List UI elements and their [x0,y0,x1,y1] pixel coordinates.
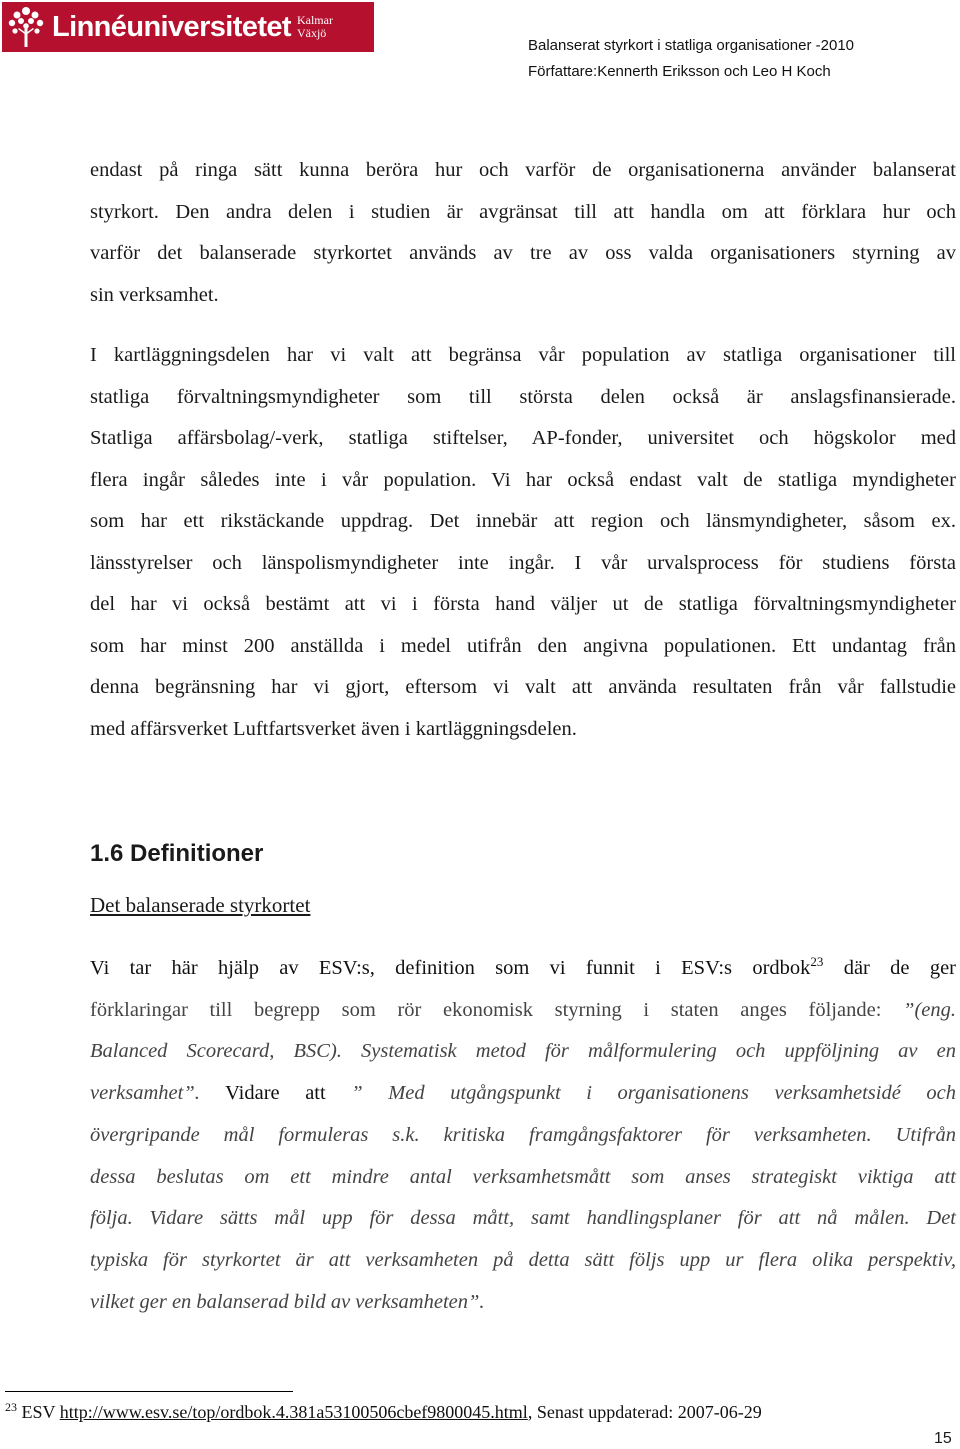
text-line: del har vi också bestämt att vi i första hand väljer ut de statliga förvaltningsmyndigheter [90,593,956,615]
document-authors: Författare:Kennerth Eriksson och Leo H Koch [528,63,831,80]
quote-line: Balanced Scorecard, BSC). Systematisk metod för målformulering och uppföljning av en [90,1040,956,1063]
definition-paragraph [90,948,956,1323]
document-title: Balanserat styrkort i statliga organisationer -2010 [528,37,855,54]
text-line: sin verksamhet. [90,283,219,306]
paragraph-population [90,335,956,750]
university-logo [2,2,374,52]
page-number: 15 [934,1430,952,1447]
footnote-number: 23 [5,1400,17,1414]
paragraph-intro-continuation [90,150,956,316]
text-line: som har minst 200 anställda i medel utifrån den angivna populationen. Ett undantag från [90,634,956,657]
text-line: med affärsverket Luftfartsverket även i kartläggningsdelen. [90,717,577,740]
quote-line: typiska för styrkortet är att verksamheten på detta sätt följs upp ur flera olika perspektiv, [90,1248,956,1271]
logo-wordmark: Linnéuniversitetet [52,10,291,43]
footnote-separator [5,1391,293,1392]
logo-city-vaxjo: Växjö [296,26,327,40]
text-line [90,1073,956,1115]
subsection-heading: Det balanserade styrkortet [90,893,311,917]
footnote-source: ESV [17,1402,60,1422]
text-line: varför det balanserade styrkortet används av tre av oss valda organisationers styrning av [90,242,956,264]
logo-city-kalmar: Kalmar [296,13,333,27]
text-line: länsstyrelser och länspolismyndigheter inte ingår. I vår urvalsprocess för studiens första [90,551,956,574]
quote-line: dessa beslutas om ett mindre antal verksamhetsmått som anses strategiskt viktiga att [90,1165,956,1188]
footnote [5,1402,762,1423]
quote-line: vilket ger en balanserad bild av verksamheten”. [90,1290,485,1313]
quote-run: ”(eng. [903,998,956,1021]
text-line: statliga förvaltningsmyndigheter som till största delen också är anslagsfinansierade. [90,385,956,408]
text-line [90,990,956,1032]
quote-run: ” Med utgångspunkt i organisationens verksamhetsidé och [351,1082,956,1105]
text-run: Vidare att [199,1082,352,1105]
text-line: I kartläggningsdelen har vi valt att begränsa vår population av statliga organisationer till [90,344,956,366]
text-line: styrkort. Den andra delen i studien är avgränsat till att handla om att förklara hur och [90,200,956,223]
footnote-ref: 23 [810,954,824,970]
text-line: som har ett rikstäckande uppdrag. Det innebär att region och länsmyndigheter, såsom ex. [90,510,956,532]
text-line: flera ingår således inte i vår population. Vi har också endast valt de statliga myndigheter [90,468,956,491]
footnote-date: , Senast uppdaterad: 2007-06-29 [527,1402,762,1422]
text-line [90,948,956,990]
logo-cities [297,14,333,40]
text-line: endast på ringa sätt kunna beröra hur och varför de organisationerna använder balanserat [90,159,956,181]
text-run: där de ger [823,957,956,979]
text-line: denna begränsning har vi gjort, eftersom vi valt att använda resultaten från vår fallstudie [90,676,956,698]
running-header [528,33,948,85]
text-run: förklaringar till begrepp som rör ekonomisk styrning i staten anges följande: [90,998,904,1021]
footnote-link[interactable]: http://www.esv.se/top/ordbok.4.381a53100506cbef9800045.html [59,1402,528,1422]
tree-emblem-icon [2,2,50,52]
quote-run: verksamhet”. [90,1082,200,1105]
quote-line: följa. Vidare sätts mål upp för dessa mått, samt handlingsplaner för att nå målen. Det [90,1207,956,1230]
section-heading: 1.6 Definitioner [90,840,264,867]
text-run: Vi tar här hjälp av ESV:s, definition som vi funnit i ESV:s ordbok [90,957,811,979]
quote-line: övergripande mål formuleras s.k. kritiska framgångsfaktorer för verksamheten. Utifrån [90,1123,956,1146]
text-line: Statliga affärsbolag/-verk, statliga stiftelser, AP-fonder, universitet och högskolor med [90,427,956,449]
